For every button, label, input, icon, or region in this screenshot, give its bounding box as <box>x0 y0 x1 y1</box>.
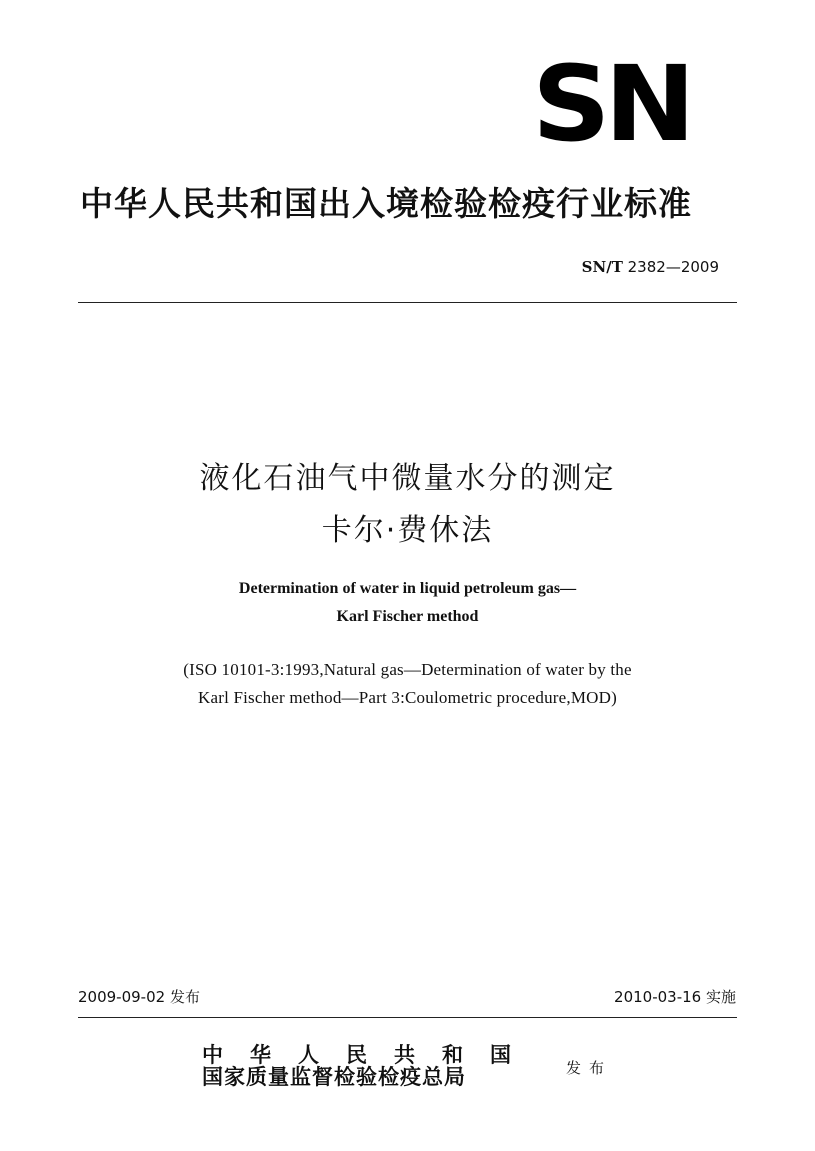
issuer-line-1: 中华人民共和国 <box>202 1042 538 1067</box>
standard-code: SN/T <box>581 258 623 276</box>
standard-number <box>582 257 719 277</box>
organization-title: 中华人民共和国出入境检验检疫行业标准 <box>80 184 692 223</box>
sn-logo: SN <box>532 43 690 165</box>
chinese-title-line-2: 卡尔·费休法 <box>321 513 494 548</box>
issuing-authority <box>202 1044 538 1088</box>
iso-reference-line-1: (ISO 10101-3:1993,Natural gas—Determination of water by the <box>183 660 632 679</box>
chinese-title-line-1: 液化石油气中微量水分的测定 <box>199 461 616 496</box>
issue-date: 2009-09-02 发布 <box>78 988 200 1006</box>
issuer-line-2: 国家质量监督检验检疫总局 <box>202 1064 466 1089</box>
publish-label: 发布 <box>566 1059 613 1077</box>
english-title-line-2: Karl Fischer method <box>336 608 479 625</box>
standard-number-value: 2382—2009 <box>627 258 719 276</box>
top-divider <box>78 302 737 303</box>
bottom-divider <box>78 1017 737 1018</box>
english-title-line-1: Determination of water in liquid petroleum gas— <box>238 580 577 597</box>
iso-reference-line-2: Karl Fischer method—Part 3:Coulometric procedure,MOD) <box>198 688 617 707</box>
implementation-date: 2010-03-16 实施 <box>614 988 736 1006</box>
